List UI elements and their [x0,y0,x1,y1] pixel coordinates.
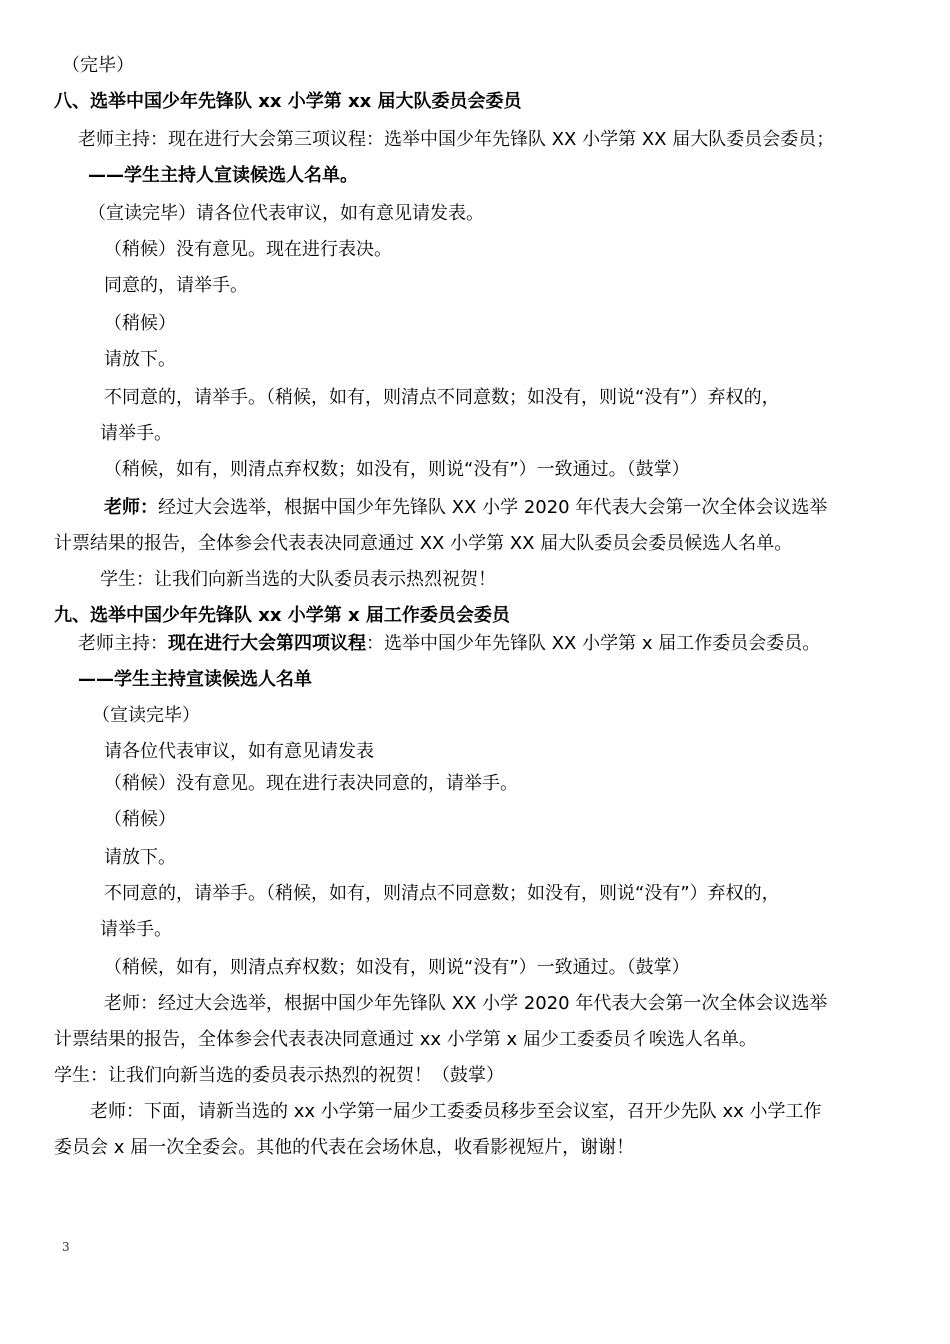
text-line-8: （稍候） [104,313,176,334]
text-line-23: 请放下。 [104,847,176,868]
text-line-24: 不同意的，请举手。（稍候，如有，则清点不同意数；如没有，则说“没有”）弃权的， [104,883,780,904]
text-line-13-bold: 老师： [104,497,158,518]
text-line-18: ——学生主持宣读候选人名单 [78,669,312,690]
text-line-17-bold: 现在进行大会第四项议程 [168,633,366,654]
text-line-27: 老师：经过大会选举，根据中国少年先锋队 XX 小学 2020 年代表大会第一次全体会议选举 [104,993,828,1014]
text-line-14: 计票结果的报告，全体参会代表表决同意通过 XX 小学第 XX 届大队委员会委员候选人名单。 [54,533,793,554]
text-line-5: （宣读完毕）请各位代表审议，如有意见请发表。 [88,203,484,224]
text-line-17-lead: 老师主持： [78,633,168,654]
text-line-4: ——学生主持人宣读候选人名单。 [88,165,358,186]
text-line-6: （稍候）没有意见。现在进行表决。 [104,239,392,260]
text-line-7: 同意的，请举手。 [104,275,248,296]
text-line-30: 老师：下面，请新当选的 xx 小学第一届少工委委员移步至会议室，召开少先队 xx 小学工作 [90,1101,822,1122]
text-line-17-rest: ：选举中国少年先锋队 XX 小学第 x 届工作委员会委员。 [366,633,821,654]
text-line-31: 委员会 x 届一次全委会。其他的代表在会场休息，收看影视短片，谢谢！ [54,1137,635,1158]
text-line-9: 请放下。 [104,349,176,370]
text-line-10: 不同意的，请举手。（稍候，如有，则清点不同意数；如没有，则说“没有”）弃权的， [104,387,780,408]
text-line-13 [104,496,827,520]
text-line-11: 请举手。 [100,423,172,444]
text-line-17 [78,632,820,656]
text-line-29: 学生：让我们向新当选的委员表示热烈的祝贺！（鼓掌） [54,1065,504,1086]
text-line-13-rest: 经过大会选举，根据中国少年先锋队 XX 小学 2020 年代表大会第一次全体会议选举 [158,497,828,518]
text-line-22: （稍候） [104,809,176,830]
section-heading-8: 八、选举中国少年先锋队 xx 小学第 xx 届大队委员会委员 [54,91,522,112]
page-number: 3 [62,1240,70,1254]
text-line-20: 请各位代表审议，如有意见请发表 [104,741,374,762]
section-heading-9: 九、选举中国少年先锋队 xx 小学第 x 届工作委员会委员 [54,605,510,626]
text-line-15: 学生：让我们向新当选的大队委员表示热烈祝贺！ [100,569,496,590]
text-line-19: （宣读完毕） [92,705,200,726]
text-line-28: 计票结果的报告，全体参会代表表决同意通过 xx 小学第 x 届少工委委员彳唉选人名单。 [54,1029,757,1050]
text-line-3: 老师主持：现在进行大会第三项议程：选举中国少年先锋队 XX 小学第 XX 届大队委员会委员； [78,129,835,150]
text-line-21: （稍候）没有意见。现在进行表决同意的，请举手。 [104,773,518,794]
text-line-26: （稍候，如有，则清点弃权数；如没有，则说“没有”）一致通过。（鼓掌） [104,957,690,978]
text-line-25: 请举手。 [100,919,172,940]
text-line-12: （稍候，如有，则清点弃权数；如没有，则说“没有”）一致通过。（鼓掌） [104,459,690,480]
text-line-1: （完毕） [62,55,134,76]
